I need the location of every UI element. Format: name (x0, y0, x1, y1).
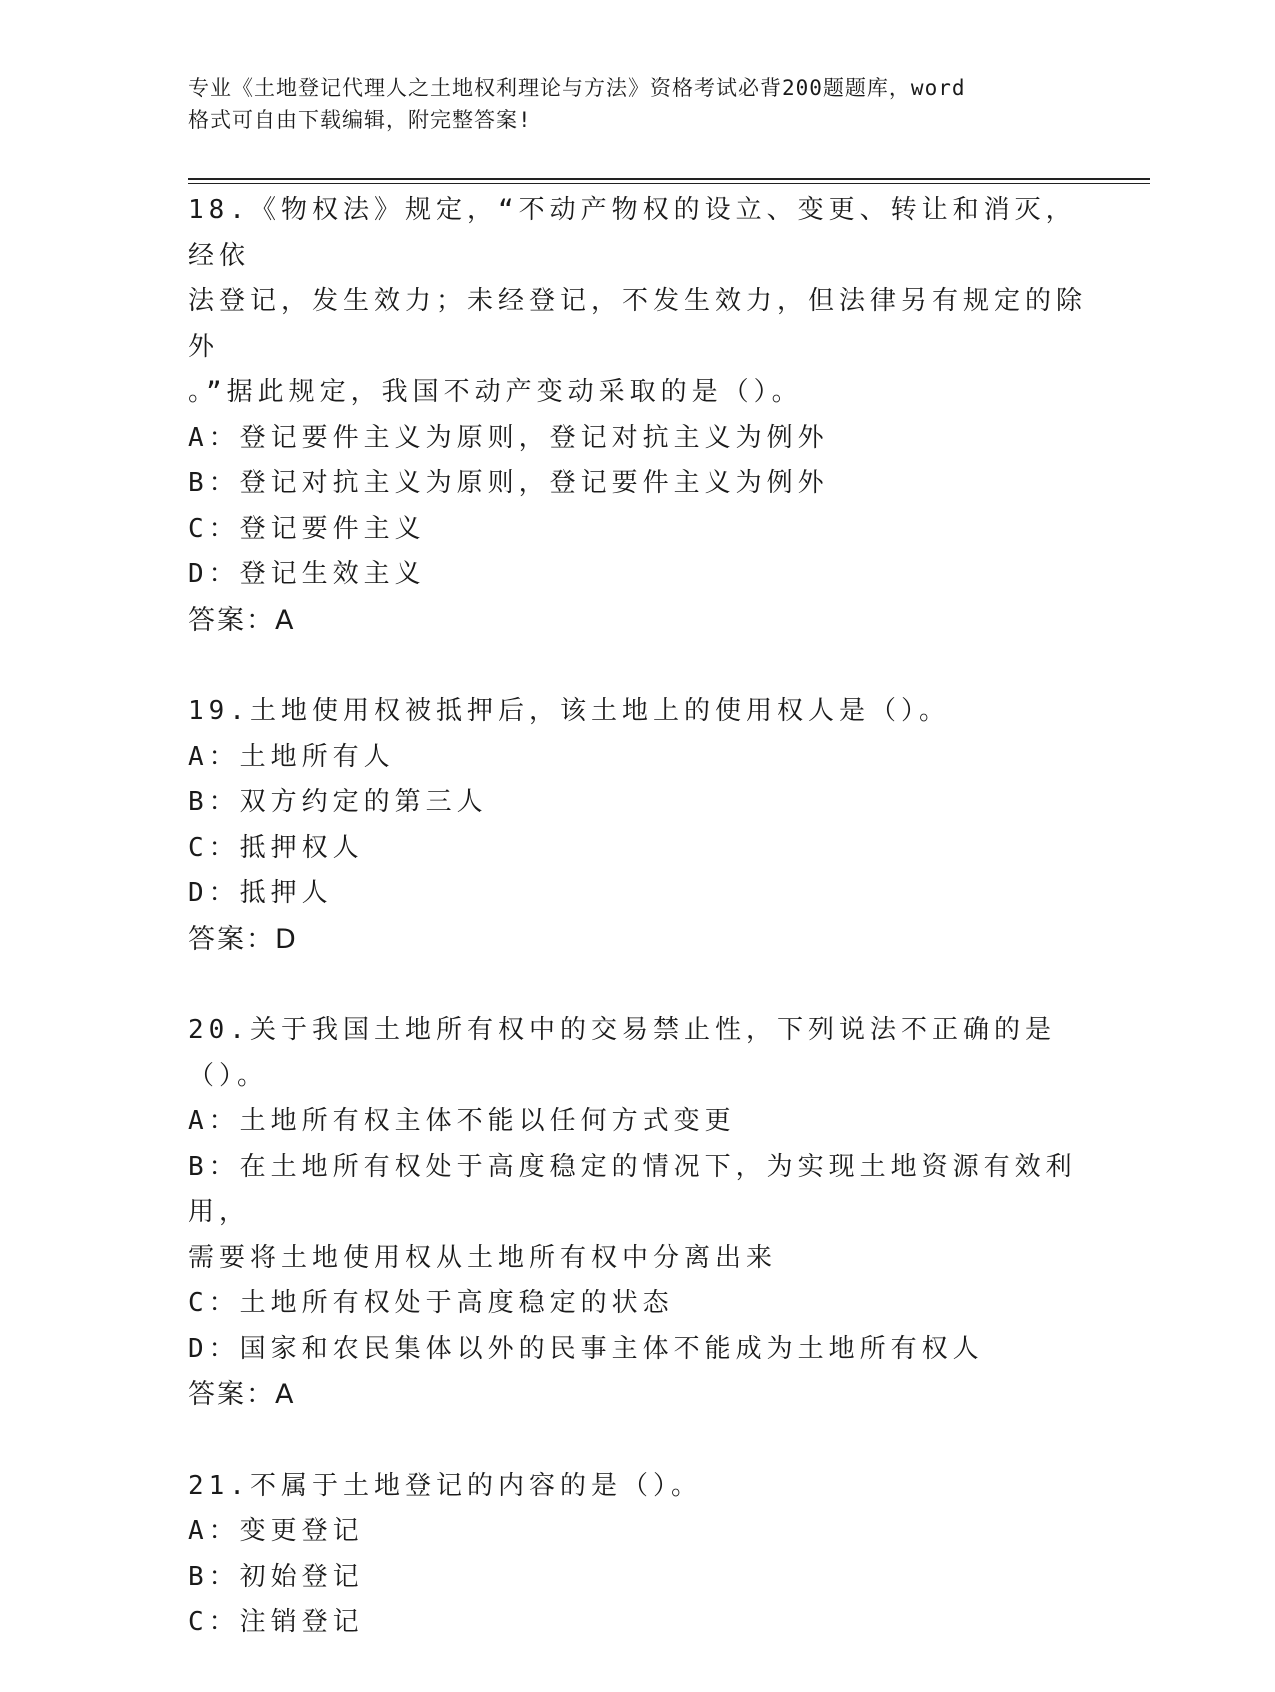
option-text: C：土地所有权处于高度稳定的状态 (188, 1288, 674, 1318)
option-text: C：抵押权人 (188, 832, 364, 863)
question-stem: 法登记，发生效力；未经登记，不发生效力，但法律另有规定的除外 (188, 286, 1088, 362)
option-text: B：双方约定的第三人 (188, 787, 488, 817)
option-text: D：国家和农民集体以外的民事主体不能成为土地所有权人 (188, 1333, 984, 1364)
option-text: A：登记要件主义为原则，登记对抗主义为例外 (188, 422, 829, 453)
option-text: C：登记要件主义 (188, 513, 426, 544)
question-stem: 19.土地使用权被抵押后，该土地上的使用权人是（）。 (188, 696, 950, 726)
option-text: B：初始登记 (188, 1561, 364, 1592)
question-stem: 18.《物权法》规定，“不动产物权的设立、变更、转让和消灭，经依 (188, 195, 1077, 271)
question-block (188, 1464, 1088, 1646)
option-text: D：抵押人 (188, 878, 333, 908)
option-text: D：登记生效主义 (188, 559, 426, 589)
question-stem: 21.不属于土地登记的内容的是（）。 (188, 1470, 702, 1501)
question-stem: 20.关于我国土地所有权中的交易禁止性，下列说法不正确的是（）。 (188, 1015, 1056, 1091)
header-divider (188, 178, 1150, 184)
header-title-line-1: 专业《土地登记代理人之土地权利理论与方法》资格考试必背200题题库，word (188, 76, 966, 100)
option-text: B：在土地所有权处于高度稳定的情况下，为实现土地资源有效利用， (188, 1151, 1077, 1227)
answer-text: 答案：D (188, 923, 298, 955)
option-text: 需要将土地使用权从土地所有权中分离出来 (188, 1242, 778, 1273)
option-text: A：土地所有权主体不能以任何方式变更 (188, 1106, 736, 1136)
option-text: B：登记对抗主义为原则，登记要件主义为例外 (188, 468, 829, 498)
answer-text: 答案：A (188, 1379, 296, 1410)
question-block (188, 188, 1088, 643)
question-block (188, 1008, 1088, 1418)
question-stem: 。”据此规定，我国不动产变动采取的是（）。 (188, 377, 803, 407)
question-list (188, 188, 1088, 1692)
document-header (188, 72, 1068, 136)
question-block (188, 689, 1088, 962)
option-text: A：变更登记 (188, 1516, 364, 1546)
option-text: C：注销登记 (188, 1607, 364, 1637)
header-title-line-2: 格式可自由下载编辑，附完整答案! (188, 108, 532, 132)
answer-text: 答案：A (188, 604, 296, 636)
option-text: A：土地所有人 (188, 741, 395, 772)
